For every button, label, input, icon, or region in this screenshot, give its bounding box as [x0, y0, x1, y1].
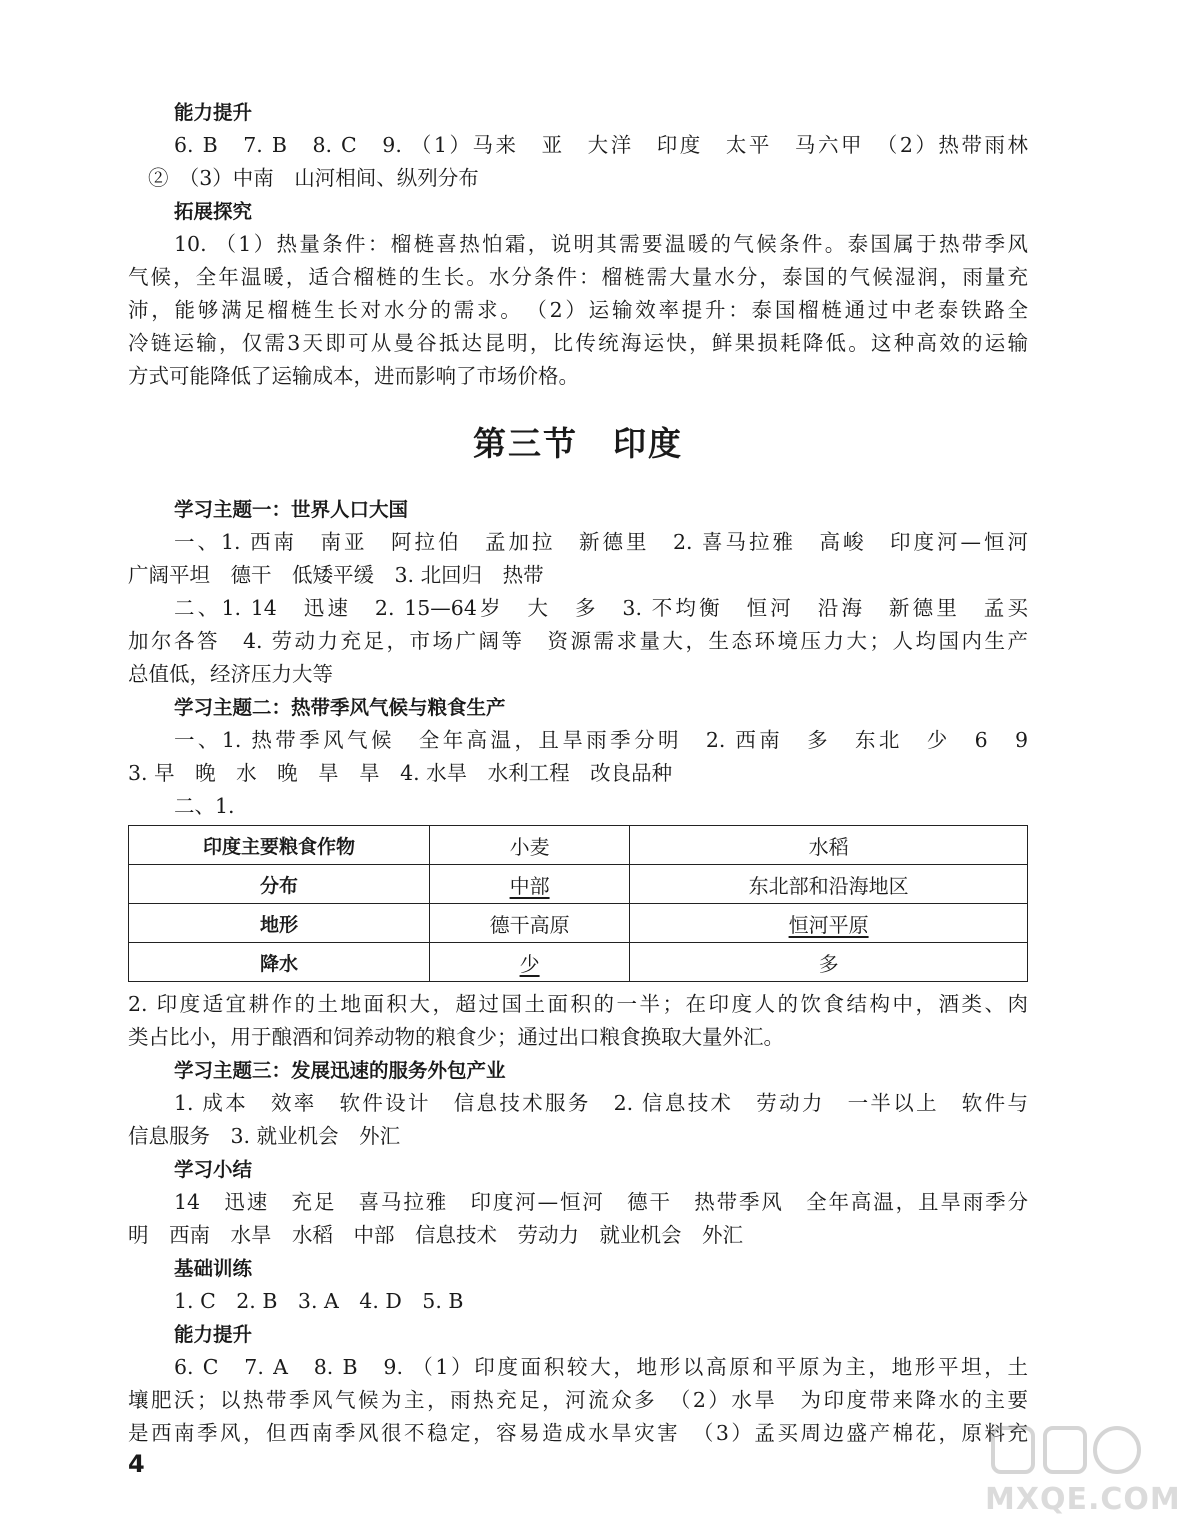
summary-heading: 学习小结: [174, 1158, 253, 1181]
watermark-icon: [985, 1420, 1145, 1480]
table-row: [129, 865, 1028, 904]
table-cell: [630, 904, 1028, 943]
answer-line: 是西南季风，但西南季风很不稳定，容易造成水旱灾害 （3）孟买周边盛产棉花，原料充: [128, 1421, 1028, 1445]
topic-heading: 学习主题三：发展迅速的服务外包产业: [174, 1059, 506, 1082]
topic-heading: 学习主题一：世界人口大国: [174, 498, 409, 521]
section-heading: 能力提升: [174, 101, 253, 124]
answer-line: 壤肥沃；以热带季风气候为主，雨热充足，河流众多 （2）水旱 为印度带来降水的主要: [128, 1388, 1028, 1412]
page-number: 4: [128, 1450, 145, 1478]
answer-line: 气候，全年温暖，适合榴梿的生长。水分条件：榴梿需大量水分，泰国的气候湿润，雨量充: [128, 265, 1028, 289]
section-title: 第三节 印度: [473, 424, 683, 463]
answer-line: 10. （1）热量条件：榴梿喜热怕霜，说明其需要温暖的气候条件。泰国属于热带季风: [174, 232, 1028, 256]
table-row-label: 降水: [129, 943, 430, 982]
table-header-cell: 小麦: [430, 826, 630, 865]
watermark-text: MXQE.COM: [985, 1482, 1181, 1517]
answer-line: 冷链运输，仅需3天即可从曼谷抵达昆明，比传统海运快，鲜果损耗降低。这种高效的运输: [128, 331, 1028, 355]
answer-line: 1. C 2. B 3. A 4. D 5. B: [174, 1289, 464, 1313]
table-cell: 东北部和沿海地区: [630, 865, 1028, 904]
answer-line: 6. B 7. B 8. C 9. （1）马来 亚 大洋 印度 太平 马六甲 （2）热带雨林: [174, 133, 1028, 157]
answer-page: [128, 96, 1028, 1450]
answer-line: 总值低，经济压力大等: [128, 662, 333, 686]
answer-line: 6. C 7. A 8. B 9. （1）印度面积较大，地形以高原和平原为主，地形平坦，土: [174, 1355, 1028, 1379]
table-cell: 多: [630, 943, 1028, 982]
table-cell: 德干高原: [430, 904, 630, 943]
answer-underlined: 少: [519, 951, 540, 976]
table-cell: [430, 865, 630, 904]
table-cell: [430, 943, 630, 982]
table-row-label: 地形: [129, 904, 430, 943]
topic-heading: 学习主题二：热带季风气候与粮食生产: [174, 696, 506, 719]
answer-line: 明 西南 水旱 水稻 中部 信息技术 劳动力 就业机会 外汇: [128, 1223, 743, 1247]
table-header-cell: 水稻: [630, 826, 1028, 865]
basic-training-heading: 基础训练: [174, 1257, 253, 1280]
answer-line: 一、1. 热带季风气候 全年高温，且旱雨季分明 2. 西南 多 东北 少 6 9: [174, 728, 1028, 752]
answer-line: 方式可能降低了运输成本，进而影响了市场价格。: [128, 364, 579, 388]
answer-underlined: 中部: [509, 873, 550, 898]
answer-line: 3. 早 晚 水 晚 旱 旱 4. 水旱 水利工程 改良品种: [128, 761, 673, 785]
answer-line: 加尔各答 4. 劳动力充足，市场广阔等 资源需求量大，生态环境压力大；人均国内生产: [128, 629, 1028, 653]
table-row: [129, 943, 1028, 982]
answer-line: 沛，能够满足榴梿生长对水分的需求。 （2）运输效率提升：泰国榴梿通过中老泰铁路全: [128, 298, 1028, 322]
answer-line: 二、1.: [174, 794, 235, 818]
table-row: [129, 904, 1028, 943]
answer-line: 一、1. 西南 南亚 阿拉伯 孟加拉 新德里 2. 喜马拉雅 高峻 印度河—恒河: [174, 530, 1028, 554]
answer-line: 类占比小，用于酿酒和饲养动物的粮食少；通过出口粮食换取大量外汇。: [128, 1025, 784, 1049]
section-heading: 拓展探究: [174, 200, 253, 223]
answer-line: 信息服务 3. 就业机会 外汇: [128, 1124, 401, 1148]
watermark-logo: [985, 1420, 1181, 1525]
answer-line: ② （3）中南 山河相间、纵列分布: [148, 166, 479, 190]
table-header-cell: 印度主要粮食作物: [129, 826, 430, 865]
answer-line: 14 迅速 充足 喜马拉雅 印度河—恒河 德干 热带季风 全年高温，且旱雨季分: [174, 1190, 1028, 1214]
answer-line: 1. 成本 效率 软件设计 信息技术服务 2. 信息技术 劳动力 一半以上 软件与: [174, 1091, 1028, 1115]
answer-line: 广阔平坦 德干 低矮平缓 3. 北回归 热带: [128, 563, 544, 587]
answer-line: 2. 印度适宜耕作的土地面积大，超过国土面积的一半；在印度人的饮食结构中，酒类、肉: [128, 992, 1028, 1016]
crop-table: [128, 825, 1028, 982]
table-row-label: 分布: [129, 865, 430, 904]
ability-heading: 能力提升: [174, 1323, 253, 1346]
answer-line: 二、1. 14 迅速 2. 15—64岁 大 多 3. 不均衡 恒河 沿海 新德里 孟买: [174, 596, 1028, 620]
table-header-row: [129, 826, 1028, 865]
answer-underlined: 恒河平原: [788, 912, 869, 937]
